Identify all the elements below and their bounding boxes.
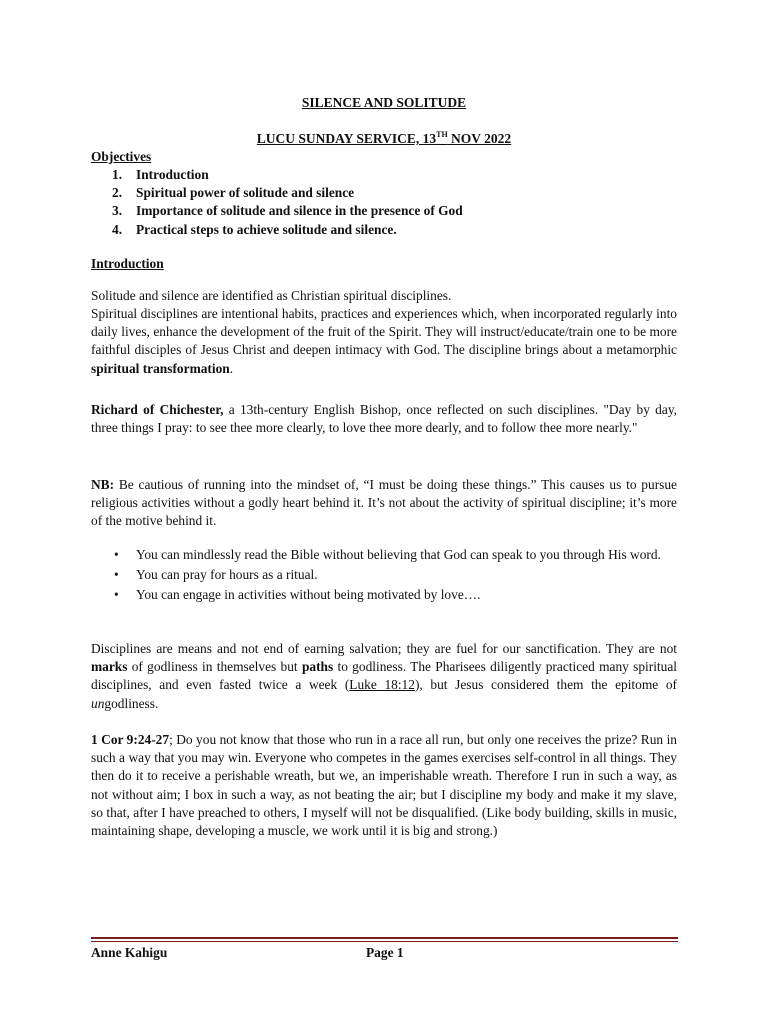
footer-author: Anne Kahigu <box>91 945 168 960</box>
bullet-text: You can engage in activities without being motivated by love…. <box>136 587 481 602</box>
objective-text: Practical steps to achieve solitude and silence. <box>136 221 397 237</box>
intro-paragraph-1: Solitude and silence are identified as Christian spiritual disciplines. <box>91 288 452 303</box>
paragraph-text: ; Do you not know that those who run in a race all run, but only one receives the prize? Run in such a way that you may win. Everyone who competes in the games exercises self-control in all things. They then do it to receive a perishable wreath, but we, an imperishable wreath. Therefore I run in such a way, as not without aim; I box in such a way, as not beating the air; but I discipline my body and make it my slave, so that, after I have preached to others, I myself will not be disqualified. (Like body building, skills in music, maintaining shape, developing a muscle, we work until it is big and strong.) <box>91 732 677 839</box>
bold-phrase: spiritual transformation <box>91 360 230 376</box>
bullet-list <box>114 545 684 605</box>
objective-number: 2. <box>112 185 123 201</box>
objective-number: 3. <box>112 203 123 219</box>
bullet-dot-icon: • <box>114 547 119 562</box>
paragraph-text: Be cautious of running into the mindset of, “I must be doing these things.” This causes us to pursue religious activities without a godly heart behind it. It’s not about the activity of spiritual discipline; it’s more of the motive behind it. <box>91 477 677 529</box>
scripture-reference: 1 Cor 9:24-27 <box>91 732 170 747</box>
paragraph-end: . <box>229 360 234 376</box>
intro-paragraph-2 <box>91 305 677 378</box>
scripture-link[interactable]: Luke 18:12 <box>349 677 415 693</box>
paragraph-text: a 13th-century English Bishop, once reflected on such disciplines. "Day by day, three things I pray: to see thee more clearly, to love thee more dearly, and to follow thee more nearly." <box>91 402 677 436</box>
footer-rule-thick <box>91 937 678 939</box>
paragraph-text: to godliness. The Pharisees diligently practiced many spiritual disciplines, and even fasted twice a week ( <box>91 659 678 693</box>
objective-text: Importance of solitude and silence in the presence of God <box>136 203 463 219</box>
intro-paragraph-3 <box>91 401 677 437</box>
bullet-item <box>114 565 684 585</box>
objective-text: Introduction <box>136 167 209 182</box>
objective-number: 4. <box>112 221 123 237</box>
footer-rule-thin <box>91 941 678 942</box>
footer-page-number: Page 1 <box>366 945 404 960</box>
bullet-text: You can pray for hours as a ritual. <box>136 567 318 582</box>
italic-prefix: un <box>91 695 105 711</box>
bullet-item <box>114 585 684 605</box>
bullet-item <box>114 545 684 565</box>
objective-number: 1. <box>112 167 123 182</box>
introduction-heading: Introduction <box>91 256 164 271</box>
bold-word-marks: marks <box>91 659 128 675</box>
subtitle-superscript: TH <box>436 130 448 139</box>
bold-word-paths: paths <box>301 659 334 675</box>
document-title: SILENCE AND SOLITUDE <box>301 95 467 110</box>
objective-item <box>112 221 463 239</box>
intro-paragraph-5 <box>91 640 677 713</box>
objective-item <box>112 184 463 202</box>
paragraph-text: ), but Jesus considered them the epitome of <box>414 677 677 693</box>
nb-label: NB: <box>91 477 115 492</box>
bold-name: Richard of Chichester, <box>91 402 224 417</box>
subtitle-main: LUCU SUNDAY SERVICE, 13 <box>256 131 437 146</box>
paragraph-text: Disciplines are means and not end of earning salvation; they are fuel for our sanctification. They are not <box>91 641 677 656</box>
bullet-dot-icon: • <box>114 567 119 582</box>
paragraph-text: godliness. <box>104 695 159 711</box>
objective-text: Spiritual power of solitude and silence <box>136 185 355 201</box>
objectives-heading: Objectives <box>91 149 152 164</box>
intro-paragraph-6 <box>91 731 677 840</box>
bullet-text: You can mindlessly read the Bible without believing that God can speak to you through His word. <box>136 547 661 562</box>
objective-item <box>112 166 463 184</box>
intro-paragraph-nb <box>91 476 677 531</box>
objective-item <box>112 202 463 220</box>
paragraph-text: of godliness in themselves but <box>127 659 302 675</box>
paragraph-text: Spiritual disciplines are intentional habits, practices and experiences which, when incorporated regularly into daily lives, enhance the development of the fruit of the Spirit. They will instruct/educate/train one to be more faithful disciples of Jesus Christ and deepen intimacy with God. The discipline brings about a metamorphic <box>91 306 677 358</box>
subtitle-date: NOV 2022 <box>447 131 512 146</box>
document-subtitle <box>0 130 768 147</box>
bullet-dot-icon: • <box>114 587 119 602</box>
objectives-list <box>112 166 463 239</box>
